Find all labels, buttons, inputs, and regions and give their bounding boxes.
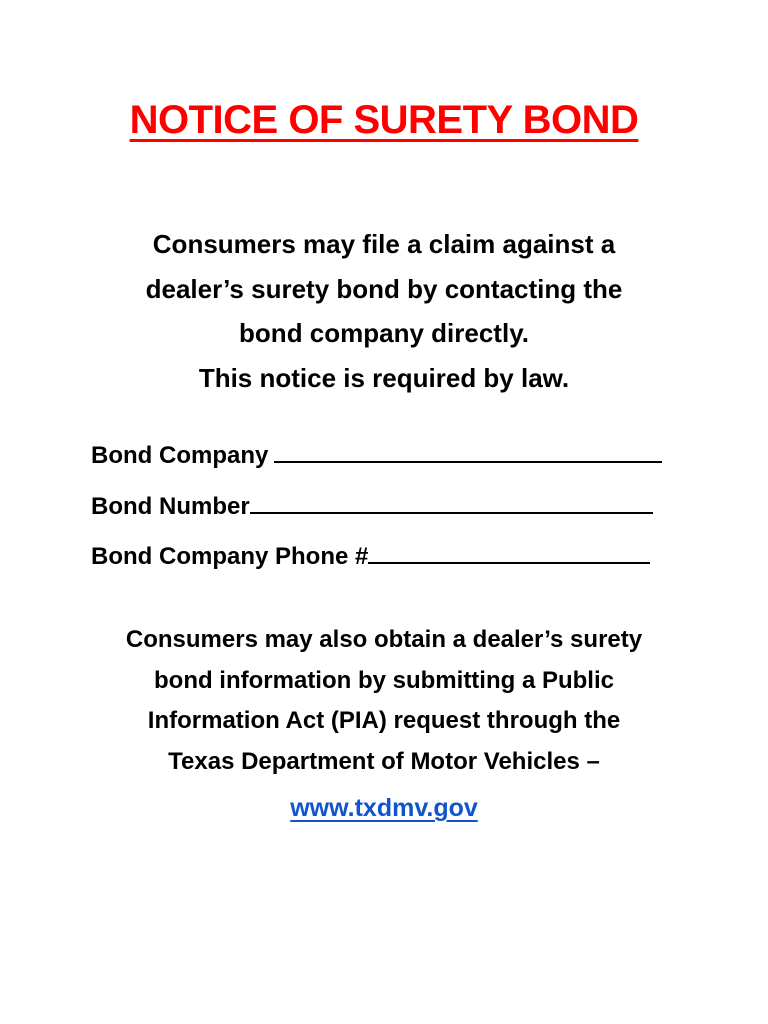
bond-phone-blank [368,540,650,564]
bond-number-row [91,487,691,538]
pia-line: Texas Department of Motor Vehicles – [168,747,600,775]
pia-paragraph [60,620,708,782]
pia-line: Information Act (PIA) request through the [147,707,621,734]
pia-line: bond information by submitting a Public [154,666,614,694]
bond-company-blank [274,439,662,463]
bond-company-row [91,436,691,487]
claim-line: bond company directly. [239,318,529,348]
bond-phone-row [91,537,691,588]
notice-title: NOTICE OF SURETY BOND [129,98,639,142]
bond-company-label: Bond Company [91,442,269,469]
txdmv-link-wrapper [0,794,768,823]
bond-number-label: Bond Number [91,492,250,520]
claim-line: Consumers may file a claim against a [152,229,616,259]
txdmv-link[interactable]: www.txdmv.gov [290,794,478,822]
pia-line: Consumers may also obtain a dealer’s surety [125,626,643,653]
bond-phone-label: Bond Company Phone # [91,543,369,570]
claim-line: This notice is required by law. [198,362,570,393]
claim-paragraph [60,222,708,400]
bond-number-blank [250,490,653,514]
bond-fields [91,436,691,588]
claim-line: dealer’s surety bond by contacting the [145,273,623,304]
